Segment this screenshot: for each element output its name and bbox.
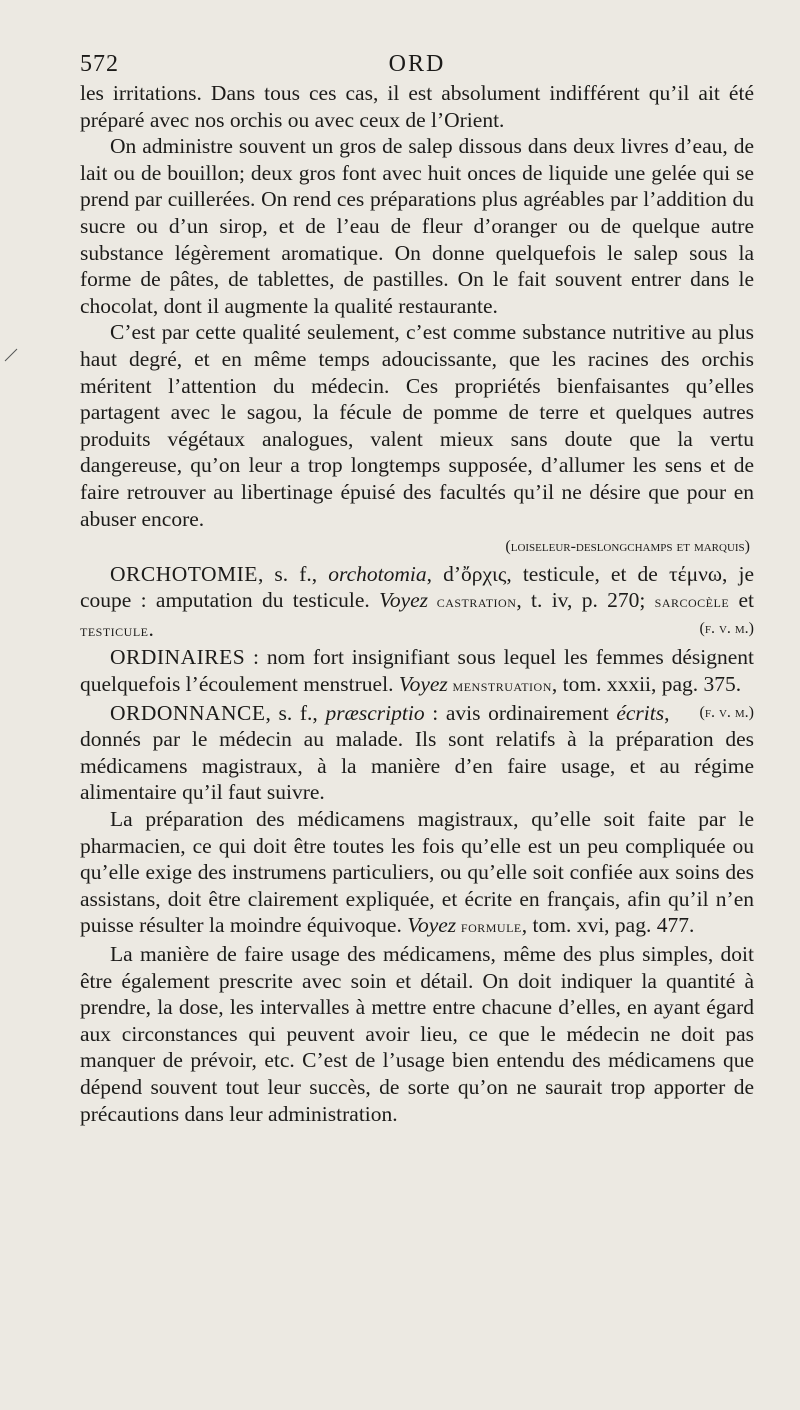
page-number: 572 (80, 51, 119, 77)
paragraph-salep-administration: On administre souvent un gros de salep dissous dans deux livres d’eau, de lait ou de bouillon; deux gros font avec huit onces de liquide une gelée qui se prend par cuillerées. On rend ces préparations plus agréables par l’addition du sucre ou d’un sirop, et de l’eau de fleur d’oranger ou de quelque autre substance légèrement aromatique. On donne quelquefois le salep sous la forme de pâtes, de tablettes, de pastilles. On le fait souvent entrer dans le chocolat, dont il augmente la qualité restaurante. (80, 134, 754, 318)
headword-orchotomie: ORCHOTOMIE (110, 561, 258, 586)
page-body (80, 80, 754, 1127)
author-signature: (loiseleur-deslongchamps et marquis) (505, 538, 750, 556)
author-initials: (f. v. m.) (699, 703, 754, 721)
entry-ordonnance: ORDONNANCE, s. f., præscriptio : avis ordinairement écrits, donnés par le médecin au malade. Ils sont relatifs à la préparation des médicamens magistraux, à la manière d’en faire usage, et au régime alimentaire qu’il faut suivre. (80, 700, 754, 805)
cross-reference: sarcocèle (654, 592, 730, 612)
latin-term: præscriptio (325, 700, 425, 725)
emphasis-ecrits: écrits (616, 700, 665, 725)
greek-term: τέμνω (668, 561, 723, 586)
cross-reference: testicule (80, 620, 149, 640)
cross-reference: formule (456, 917, 522, 937)
entry-ordinaires: ORDINAIRES : nom fort insignifiant sous lequel les femmes désignent quelquefois l’écoulement menstruel. Voyez menstruation, tom. xxxii, pag. 375. (f. v. m.) (80, 644, 754, 699)
paragraph-preparation: La préparation des médicamens magistraux, qu’elle soit faite par le pharmacien, ce qui doit être toutes les fois qu’elle est un peu compliquée ou qu’elle exige des instrumens particuliers, ou qu’elle soit confiée aux soins des assistans, doit être clairement expliquée, et écrite en français, afin qu’il n’en puisse résulter la moindre équivoque. Voyez formule, tom. xvi, pag. 477. (80, 807, 754, 938)
voyez-label: Voyez (379, 588, 429, 613)
page-header (80, 48, 754, 80)
greek-term: ὄρχις (461, 561, 507, 586)
voyez-label: Voyez (407, 913, 457, 938)
headword-ordinaires: ORDINAIRES (110, 645, 246, 670)
author-initials: (f. v. m.) (699, 619, 754, 637)
margin-tick-mark (4, 348, 18, 362)
headword-ordonnance: ORDONNANCE (110, 700, 266, 725)
cross-reference: menstruation (447, 676, 552, 696)
running-head: ORD (388, 51, 446, 77)
paragraph-continuation: les irritations. Dans tous ces cas, il est absolument indifférent qu’il ait été préparé avec nos orchis ou avec ceux de l’Orient. (80, 81, 754, 132)
latin-term: orchotomia (328, 561, 427, 586)
paragraph-nutritive-quality: C’est par cette qualité seulement, c’est comme substance nutritive au plus haut degré, et en même temps adoucissante, que les racines des orchis méritent l’attention du médecin. Ces propriétés bienfaisantes qu’elles partagent avec le sagou, la fécule de pomme de terre et quelques autres produits végétaux analogues, valent mieux sans doute que la vertu dangereuse, qu’on leur a trop longtemps supposée, d’allumer les sens et de faire retrouver au libertinage épuisé des facultés qu’il ne désire que pour en abuser encore. (80, 320, 754, 531)
paragraph-usage: La manière de faire usage des médicamens, même des plus simples, doit être également prescrite avec soin et détail. On doit indiquer la quantité à prendre, la dose, les intervalles à mettre entre chacune d’elles, en ayant égard aux circonstances qui peuvent avoir lieu, ce que le médecin ne doit pas manquer de prévoir, etc. C’est de l’usage bien entendu des médicamens que dépend souvent tout leur succès, de sorte qu’on ne saurait trop apporter de précautions dans leur administration. (80, 942, 754, 1126)
cross-reference: castration (428, 592, 517, 612)
voyez-label: Voyez (398, 672, 448, 697)
entry-orchotomie: ORCHOTOMIE, s. f., orchotomia, d’ὄρχις, testicule, et de τέμνω, je coupe : amputation du testicule. Voyez castration, t. iv, p. 270; sarcocèle et testicule. (f. v. m.) (80, 561, 755, 641)
